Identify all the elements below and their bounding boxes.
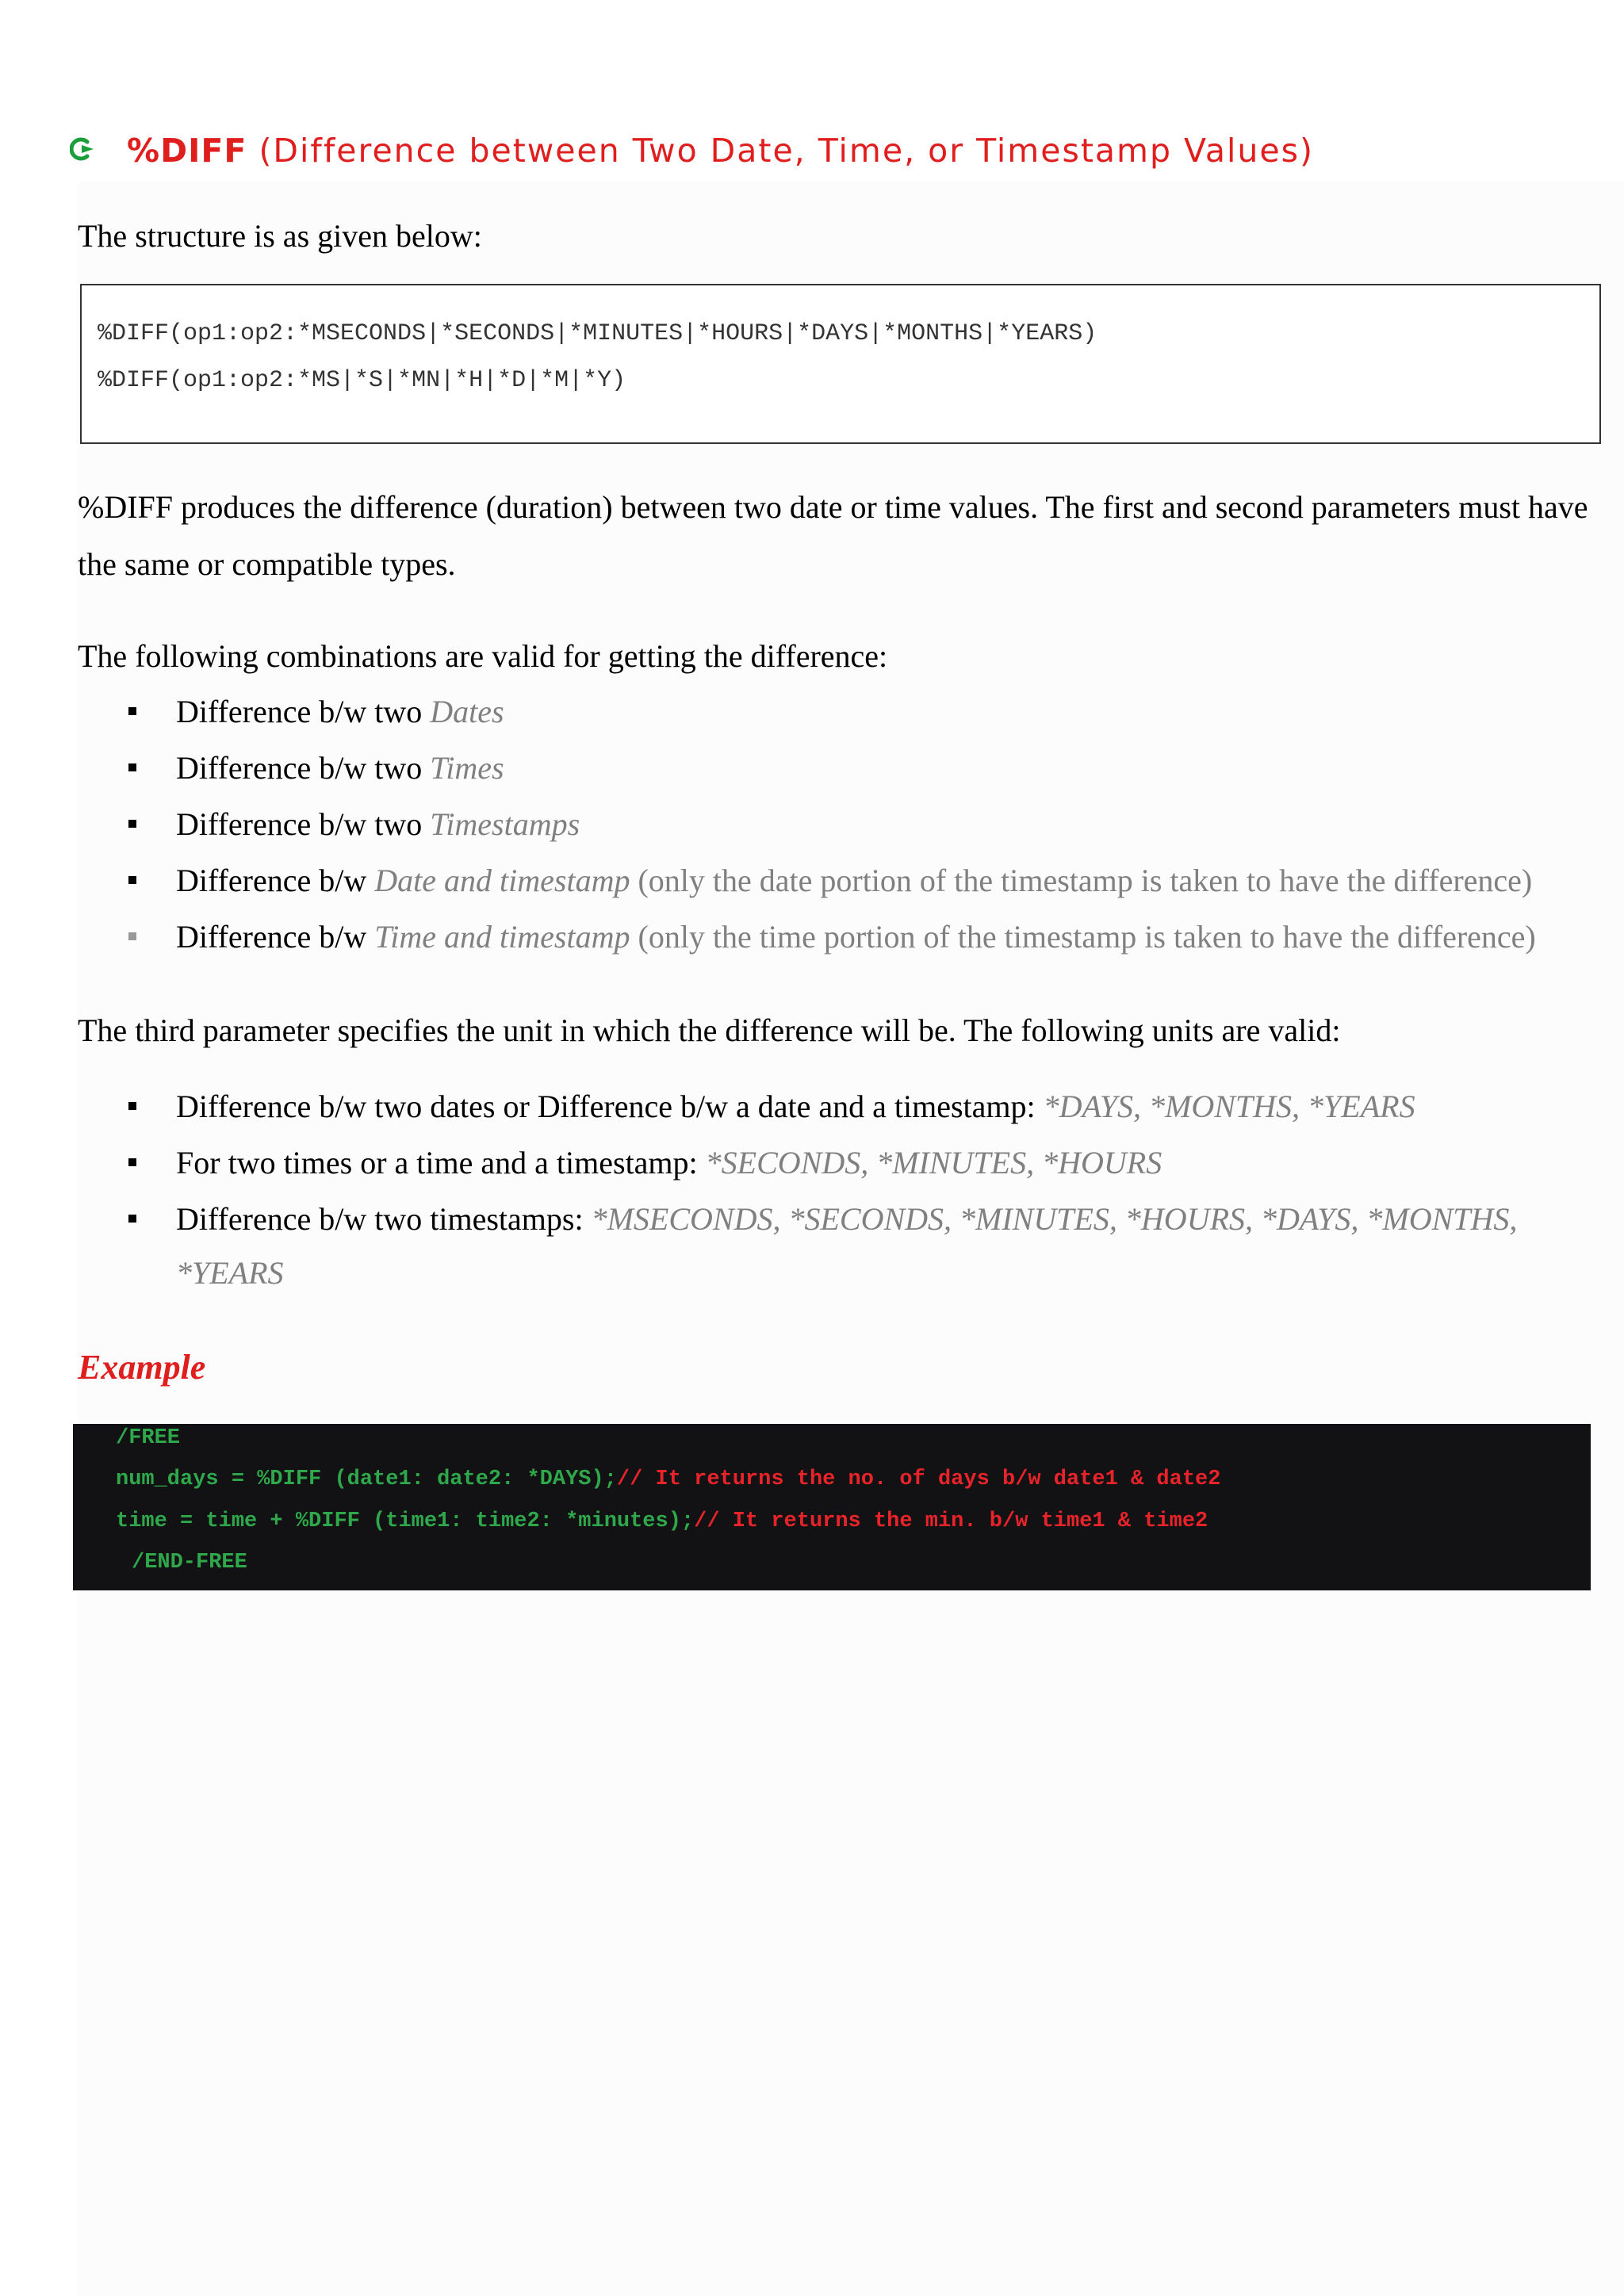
combination-prefix: Difference b/w [176,919,375,955]
bullet-marker [128,707,136,715]
unit-item-continuation [176,1256,284,1291]
unit-values: *YEARS [176,1255,284,1291]
bullet-marker [128,932,136,940]
combination-item [176,695,504,729]
bullet-marker [128,1158,136,1166]
code-line-4: /END-FREE [132,1551,247,1575]
unit-description: Difference b/w two timestamps: [176,1201,592,1237]
description-paragraph: %DIFF produces the difference (duration) between two date or time values. The first and second parameters must have the same or compatible types. [78,489,1588,582]
heading-subtitle: (Difference between Two Date, Time, or Timestamp Values) [259,132,1314,170]
combination-term: Dates [430,694,504,729]
combination-item [176,807,580,842]
unit-item [176,1146,1162,1181]
combination-prefix: Difference b/w two [176,806,431,842]
combination-prefix: Difference b/w [176,863,375,898]
code-statement: num_days = %DIFF (date1: date2: *DAYS); [116,1468,617,1491]
bullet-marker [128,876,136,884]
example-heading: Example [78,1348,206,1387]
bullet-marker [128,820,136,828]
code-comment: // It returns the min. b/w time1 & time2 [694,1510,1208,1533]
code-statement: time = time + %DIFF (time1: time2: *minutes); [116,1510,695,1533]
unit-values: *SECONDS, *MINUTES, *HOURS [705,1145,1162,1181]
unit-description: Difference b/w two dates or Difference b/w a date and a timestamp: [176,1089,1044,1124]
heading-keyword: %DIFF [127,132,247,170]
example-code-block [73,1424,1591,1590]
syntax-line-1: %DIFF(op1:op2:*MSECONDS|*SECONDS|*MINUTES|*HOURS|*DAYS|*MONTHS|*YEARS) [98,320,1097,347]
code-line-1: /FREE [116,1426,181,1450]
combination-item [176,920,1536,955]
heading-text [127,132,1314,170]
bullet-marker [128,1102,136,1110]
combination-term: Date and timestamp [374,863,630,898]
combination-term: Timestamps [430,806,580,842]
code-comment: // It returns the no. of days b/w date1 & date2 [616,1468,1221,1491]
unit-item [176,1089,1415,1124]
code-line-3 [116,1509,1208,1534]
structure-intro: The structure is as given below: [78,218,482,254]
bullet-marker [128,763,136,771]
combination-term: Time and timestamp [374,919,630,955]
green-circle-arrow-icon [70,135,98,163]
combinations-intro: The following combinations are valid for getting the difference: [78,638,888,674]
combination-note: (only the date portion of the timestamp is taken to have the difference) [630,863,1533,898]
combination-term: Times [430,750,504,786]
unit-values: *MSECONDS, *SECONDS, *MINUTES, *HOURS, *DAYS, *MONTHS, [591,1201,1518,1237]
unit-values: *DAYS, *MONTHS, *YEARS [1043,1089,1415,1124]
units-intro: The third parameter specifies the unit in which the difference will be. The following units are valid: [78,1012,1341,1048]
combination-prefix: Difference b/w two [176,694,431,729]
unit-description: For two times or a time and a timestamp: [176,1145,706,1181]
syntax-line-2: %DIFF(op1:op2:*MS|*S|*MN|*H|*D|*M|*Y) [98,367,626,394]
syntax-box [80,284,1601,444]
bullet-marker [128,1215,136,1223]
code-line-2 [116,1467,1220,1492]
combination-note: (only the time portion of the timestamp is taken to have the difference) [630,919,1536,955]
unit-item [176,1202,1517,1237]
combination-item [176,863,1532,898]
combination-item [176,751,504,786]
combination-prefix: Difference b/w two [176,750,431,786]
